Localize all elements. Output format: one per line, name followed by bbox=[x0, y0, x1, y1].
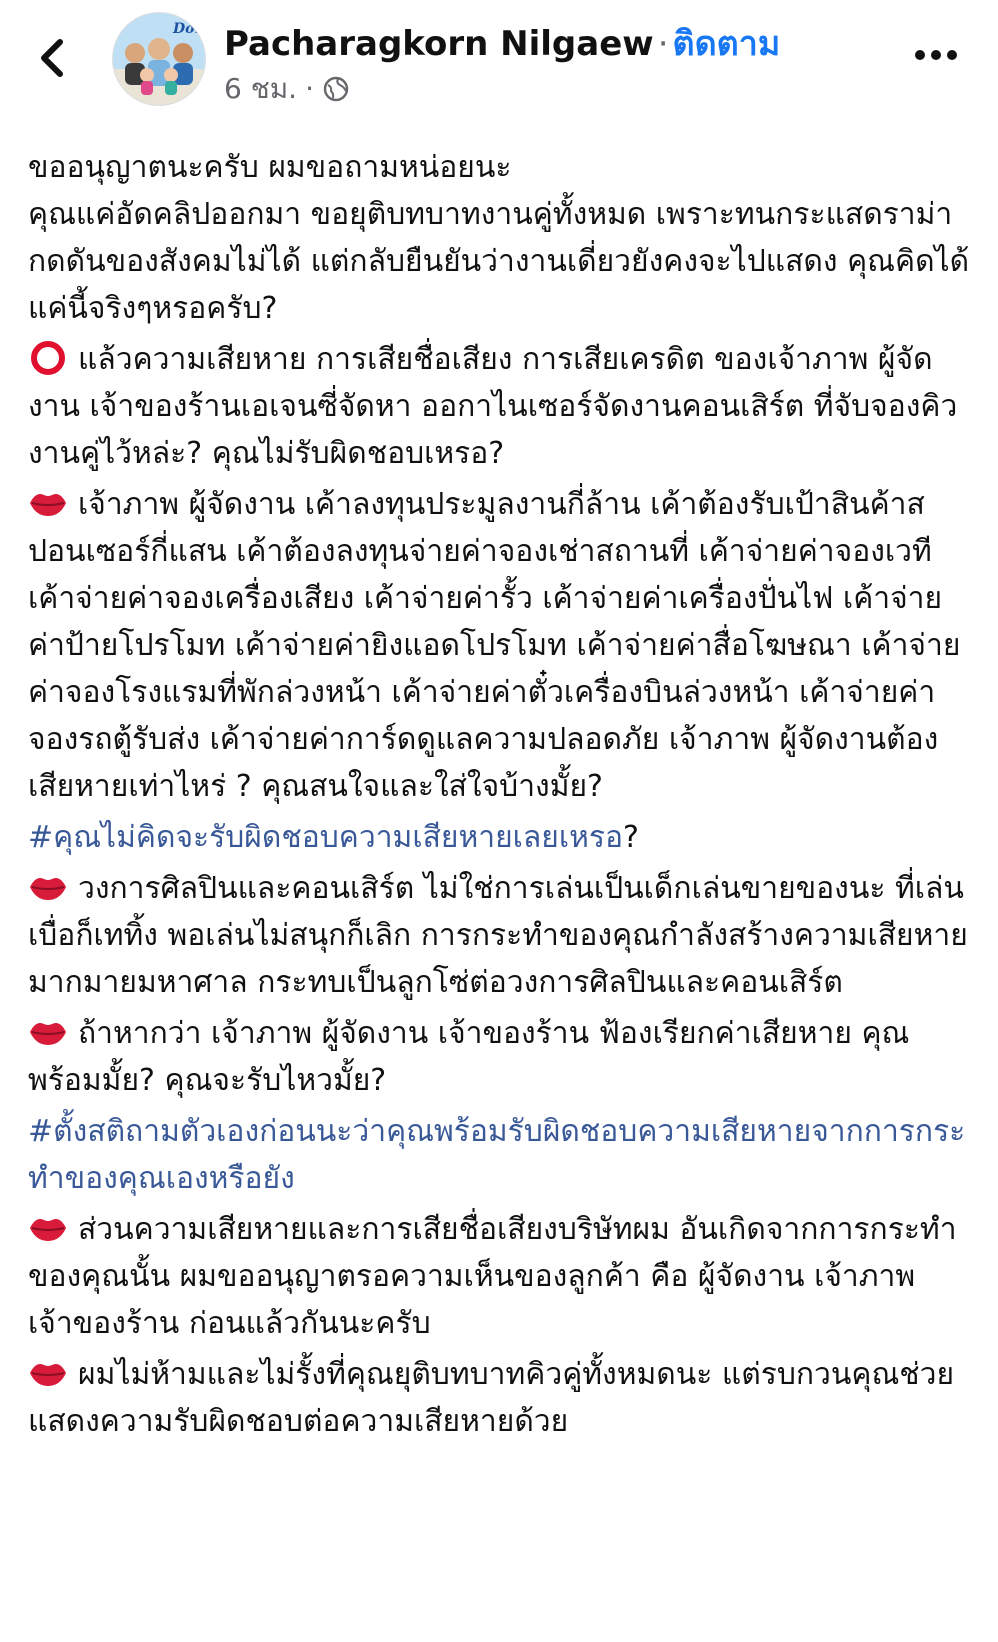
hollow-red-circle-icon bbox=[28, 341, 68, 375]
lips-icon bbox=[28, 1356, 68, 1390]
post-paragraph bbox=[28, 814, 978, 861]
lips-icon bbox=[28, 1211, 68, 1245]
lips-icon bbox=[28, 486, 68, 520]
hashtag-link[interactable]: #ตั้งสติถามตัวเองก่อนนะว่าคุณพร้อมรับผิดชอบความเสียหายจากการกระทำของคุณเองหรือยัง bbox=[28, 1114, 966, 1196]
paragraph-text: ผมไม่ห้ามและไม่รั้งที่คุณยุติบทบาทคิวคู่ทั้งหมดนะ แต่รบกวนคุณช่วยแสดงความรับผิดชอบต่อความเสียหายด้วย bbox=[28, 1357, 955, 1439]
paragraph-text: ถ้าหากว่า เจ้าภาพ ผู้จัดงาน เจ้าของร้าน ฟ้องเรียกค่าเสียหาย คุณพร้อมมั้ย? คุณจะรับไหวมั้ย? bbox=[28, 1016, 910, 1098]
post-paragraph bbox=[28, 1108, 978, 1202]
author-name[interactable]: Pacharagkorn Nilgaew bbox=[224, 24, 654, 64]
post-body bbox=[28, 144, 978, 1449]
avatar-badge-text: Don bbox=[173, 21, 205, 37]
follow-button[interactable]: ติดตาม bbox=[672, 24, 781, 64]
chevron-left-icon bbox=[34, 34, 74, 82]
post-paragraph bbox=[28, 865, 978, 1006]
hashtag-link[interactable]: #คุณไม่คิดจะรับผิดชอบความเสียหายเลยเหรอ bbox=[28, 820, 624, 855]
back-button[interactable] bbox=[34, 34, 74, 82]
hashtag-suffix: ? bbox=[623, 820, 639, 855]
post-meta bbox=[224, 70, 350, 108]
paragraph-text: ส่วนความเสียหายและการเสียชื่อเสียงบริษัทผม อันเกิดจากการกระทำของคุณนั้น ผมขออนุญาตรอความเห็นของลูกค้า คือ ผู้จัดงาน เจ้าภาพ เจ้าของร้าน ก่อนแล้วกันนะครับ bbox=[28, 1212, 957, 1341]
meta-separator: · bbox=[305, 72, 314, 105]
post-paragraph bbox=[28, 481, 978, 810]
paragraph-text: เจ้าภาพ ผู้จัดงาน เค้าลงทุนประมูลงานกี่ล้าน เค้าต้องรับเป้าสินค้าสปอนเซอร์กี่แสน เค้าต้องลงทุนจ่ายค่าจองเช่าสถานที่ เค้าจ่ายค่าจองเวที เค้าจ่ายค่าจองเครื่องเสียง เค้าจ่ายค่ารั้ว เค้าจ่ายค่าเครื่องปั่นไฟ เค้าจ่ายค่าป้ายโปรโมท เค้าจ่ายค่ายิงแอดโปรโมท เค้าจ่ายค่าสื่อโฆษณา เค้าจ่ายค่าจองโรงแรมที่พักล่วงหน้า เค้าจ่ายค่าตั๋วเครื่องบินล่วงหน้า เค้าจ่ายค่าจองรถตู้รับส่ง เค้าจ่ายค่าการ์ดดูแลความปลอดภัย เจ้าภาพ ผู้จัดงานต้องเสียหายเท่าไหร่ ? คุณสนใจและใส่ใจบ้างมั้ย? bbox=[28, 487, 961, 804]
lips-icon bbox=[28, 870, 68, 904]
paragraph-text: วงการศิลปินและคอนเสิร์ต ไม่ใช่การเล่นเป็นเด็กเล่นขายของนะ ที่เล่นเบื่อก็เททิ้ง พอเล่นไม่สนุกก็เลิก การกระทำของคุณกำลังสร้างความเสียหายมากมายมหาศาล กระทบเป็นลูกโซ่ต่อวงการศิลปินและคอนเสิร์ต bbox=[28, 871, 968, 1000]
lips-icon bbox=[28, 1015, 68, 1049]
more-horizontal-icon bbox=[912, 40, 960, 70]
post-paragraph bbox=[28, 1010, 978, 1104]
paragraph-text: แล้วความเสียหาย การเสียชื่อเสียง การเสียเครดิต ของเจ้าภาพ ผู้จัดงาน เจ้าของร้านเอเจนซี่จัดหา ออกาไนเซอร์จัดงานคอนเสิร์ต ที่จับจองคิวงานคู่ไว้หล่ะ? คุณไม่รับผิดชอบเหรอ? bbox=[28, 342, 958, 471]
globe-icon[interactable] bbox=[322, 75, 350, 103]
more-options-button[interactable] bbox=[912, 40, 960, 70]
author-line bbox=[224, 22, 780, 66]
post-paragraph bbox=[28, 336, 978, 477]
post-header bbox=[0, 0, 998, 120]
separator-dot: · bbox=[657, 24, 669, 64]
post-timestamp[interactable]: 6 ชม. bbox=[224, 72, 298, 105]
avatar[interactable] bbox=[112, 12, 206, 106]
post-paragraph bbox=[28, 1351, 978, 1445]
post-paragraph bbox=[28, 1206, 978, 1347]
post-paragraph: ขออนุญาตนะครับ ผมขอถามหน่อยนะ คุณแค่อัดคลิปออกมา ขอยุติบทบาทงานคู่ทั้งหมด เพราะทนกระแสดราม่ากดดันของสังคมไม่ได้ แต่กลับยืนยันว่างานเดี่ยวยังคงจะไปแสดง คุณคิดได้แค่นี้จริงๆหรอครับ? bbox=[28, 150, 970, 326]
